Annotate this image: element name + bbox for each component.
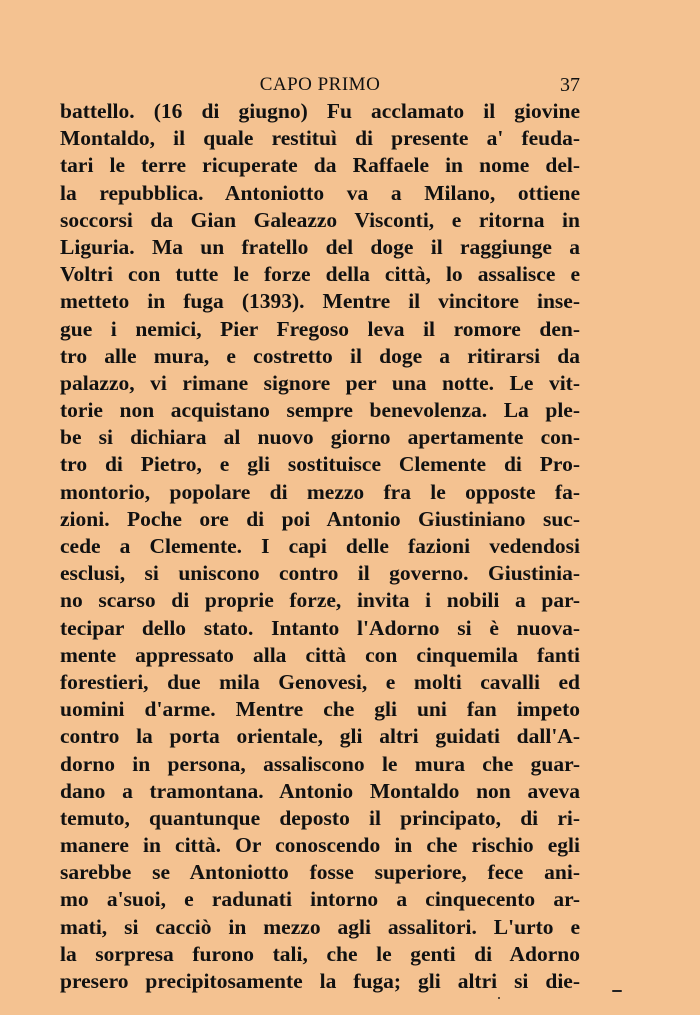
body-text bbox=[60, 98, 580, 995]
text-line: uomini d'arme. Mentre che gli uni fan impeto bbox=[60, 697, 580, 722]
page-number: 37 bbox=[560, 74, 580, 96]
ink-speck bbox=[612, 990, 622, 992]
chapter-title: CAPO PRIMO bbox=[259, 74, 381, 95]
text-line: Voltri con tutte le forze della città, lo assalisce e bbox=[60, 262, 580, 287]
text-line: battello. (16 di giugno) Fu acclamato il giovine bbox=[60, 99, 580, 123]
text-line: zioni. Poche ore di poi Antonio Giustiniano suc- bbox=[60, 506, 580, 531]
text-line: temuto, quantunque deposto il principato, di ri- bbox=[60, 805, 580, 830]
text-line: tro alle mura, e costretto il doge a ritirarsi da bbox=[60, 343, 580, 368]
text-line: Liguria. Ma un fratello del doge il raggiunge a bbox=[60, 234, 580, 259]
text-line: esclusi, si uniscono contro il governo. Giustinia- bbox=[60, 561, 580, 586]
text-line: no scarso di proprie forze, invita i nobili a par- bbox=[60, 588, 580, 613]
text-line: presero precipitosamente la fuga; gli altri si die- bbox=[60, 969, 580, 993]
text-line: sarebbe se Antoniotto fosse superiore, fece ani- bbox=[60, 860, 580, 885]
text-line: la sorpresa furono tali, che le genti di Adorno bbox=[60, 941, 580, 966]
text-line: be si dichiara al nuovo giorno apertamente con- bbox=[60, 425, 580, 450]
text-line: dorno in persona, assaliscono le mura che guar- bbox=[60, 751, 580, 776]
text-line: soccorsi da Gian Galeazzo Visconti, e ritorna in bbox=[60, 207, 580, 232]
ink-speck bbox=[498, 997, 500, 999]
text-line: mati, si cacciò in mezzo agli assalitori. L'urto e bbox=[60, 914, 580, 939]
text-line: dano a tramontana. Antonio Montaldo non aveva bbox=[60, 778, 580, 803]
text-line: palazzo, vi rimane signore per una notte. Le vit- bbox=[60, 370, 580, 395]
text-line: tro di Pietro, e gli sostituisce Clemente di Pro- bbox=[60, 452, 580, 477]
text-line: montorio, popolare di mezzo fra le opposte fa- bbox=[60, 479, 580, 504]
text-line: Montaldo, il quale restituì di presente a' feuda- bbox=[60, 126, 580, 151]
text-line: tari le terre ricuperate da Raffaele in nome del- bbox=[60, 153, 580, 178]
text-line: mo a'suoi, e radunati intorno a cinquecento ar- bbox=[60, 887, 580, 912]
text-line: torie non acquistano sempre benevolenza. La ple- bbox=[60, 398, 580, 423]
text-line: manere in città. Or conoscendo in che rischio egli bbox=[60, 833, 580, 858]
running-header bbox=[60, 72, 580, 100]
text-line: la repubblica. Antoniotto va a Milano, ottiene bbox=[60, 180, 580, 205]
text-line: forestieri, due mila Genovesi, e molti cavalli ed bbox=[60, 669, 580, 694]
text-line: cede a Clemente. I capi delle fazioni vedendosi bbox=[60, 534, 580, 558]
text-line: gue i nemici, Pier Fregoso leva il romore den- bbox=[60, 316, 580, 341]
text-line: tecipar dello stato. Intanto l'Adorno si è nuova- bbox=[60, 615, 580, 640]
text-line: contro la porta orientale, gli altri guidati dall'A- bbox=[60, 724, 580, 749]
text-line: metteto in fuga (1393). Mentre il vincitore inse- bbox=[60, 289, 580, 314]
text-line: mente appressato alla città con cinquemila fanti bbox=[60, 642, 580, 667]
